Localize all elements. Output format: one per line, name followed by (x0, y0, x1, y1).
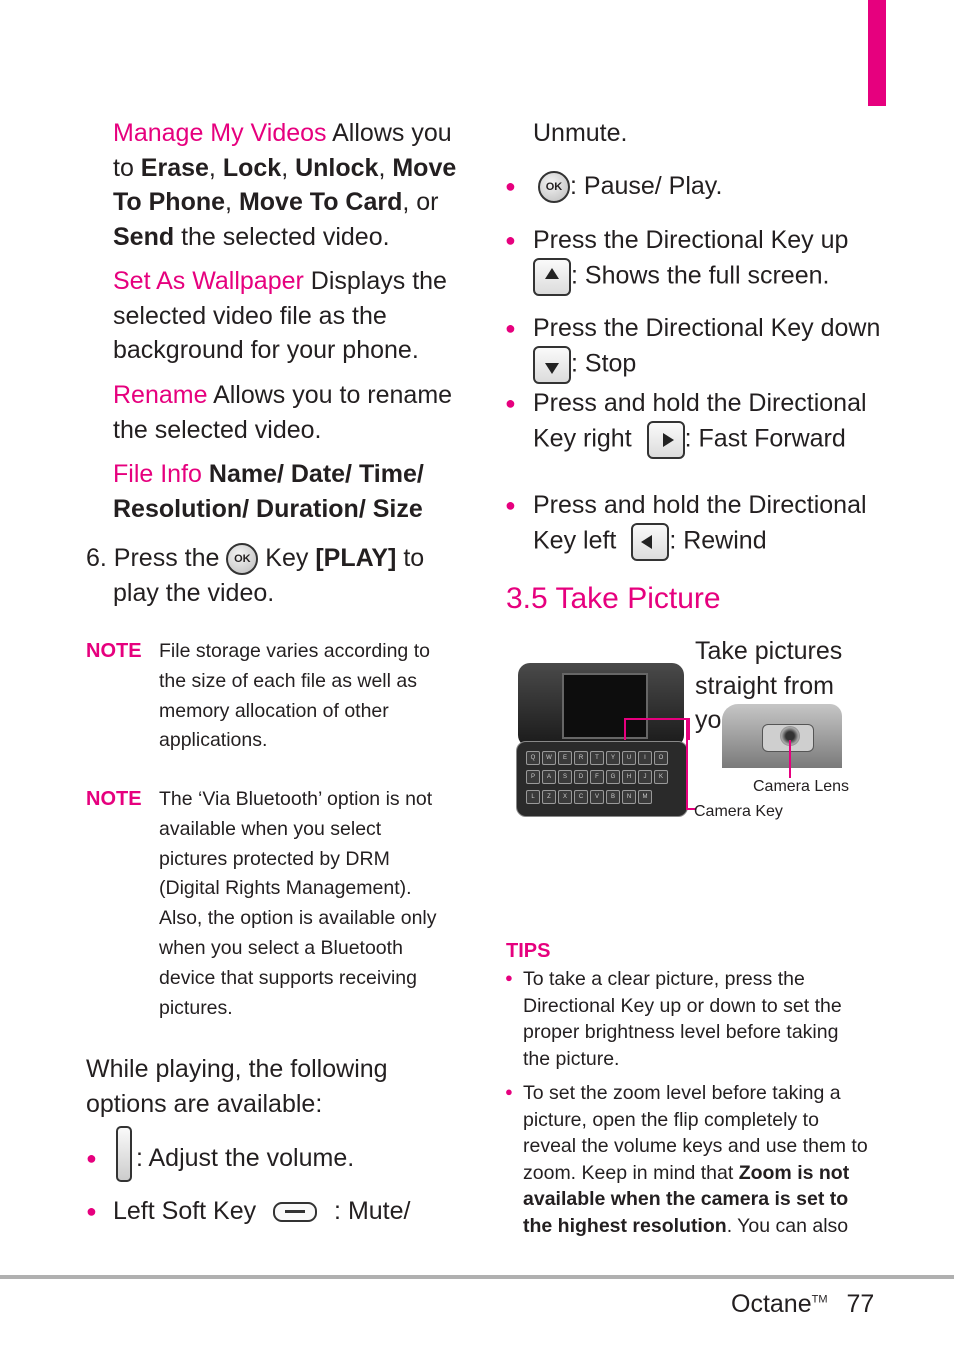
phone-key: T (590, 751, 604, 765)
phone-key: L (526, 790, 540, 804)
bullet-icon: ● (86, 1201, 97, 1221)
phone-key: N (622, 790, 636, 804)
camera-key-pointer-line (686, 718, 688, 810)
tip-2: To set the zoom level before taking a picture, open the flip completely to reveal the volume keys and use them to zoom. Keep in mind that Zoom is not available when the camera is set to the highest resolution. You can also (523, 1082, 868, 1237)
phone-key: B (606, 790, 620, 804)
phone-key: O (654, 751, 668, 765)
volume-option: : Adjust the volume. (136, 1144, 355, 1172)
note-1: File storage varies according to the size of each file as well as memory allocation of other applications. (159, 640, 430, 752)
phone-key: Y (606, 751, 620, 765)
footer-rule (0, 1275, 954, 1279)
camera-key-pointer (624, 718, 690, 740)
set-as-wallpaper-entry: Set As Wallpaper Displays the selected video file as the background for your phone. (113, 267, 447, 365)
phone-keyboard (526, 751, 676, 807)
step-6: 6. Press the OK Key [PLAY] to play the video. (86, 544, 425, 607)
phone-key: X (558, 790, 572, 804)
brand-name: Octane (731, 1290, 812, 1318)
page-number: 77 (846, 1290, 875, 1318)
manage-my-videos-entry: Manage My Videos Allows you to Erase, Lock, Unlock, Move To Phone, Move To Card, or Send the selected video. (113, 119, 457, 251)
section-heading: 3.5 Take Picture (506, 582, 721, 615)
phone-key: E (558, 751, 572, 765)
arrow-down-key-icon (533, 346, 571, 384)
key-down-option: Press the Directional Key down : Stop (533, 311, 933, 384)
bullet-icon: ● (505, 1084, 513, 1099)
ok-key-icon: OK (226, 543, 258, 575)
soft-key-icon (273, 1202, 317, 1222)
phone-key: M (638, 790, 652, 804)
phone-key: H (622, 770, 636, 784)
soft-key-option: Left Soft Key : Mute/ (113, 1197, 411, 1225)
phone-key: V (590, 790, 604, 804)
note-2: The ‘Via Bluetooth’ option is not available when you select pictures protected by DRM (Digital Rights Management). Also, the option is available only when you select a Bluetooth device that supports receiving pictures. (159, 788, 437, 1019)
trademark: TM (811, 1293, 828, 1306)
rename-entry: Rename Allows you to rename the selected video. (113, 381, 453, 444)
unmute-text: Unmute. (533, 119, 628, 147)
tips-label: TIPS (506, 940, 551, 962)
bullet-icon: ● (505, 393, 516, 413)
key-right-option: Press and hold the Directional Key right : Fast Forward (533, 386, 913, 459)
phone-key: F (590, 770, 604, 784)
phone-key: W (542, 751, 556, 765)
take-pictures-text: Take pictures straight from yo (695, 637, 843, 735)
arrow-left-key-icon (631, 523, 669, 561)
bullet-icon: ● (505, 176, 516, 196)
note-label-2: NOTE (86, 788, 142, 810)
volume-key-icon (116, 1126, 132, 1182)
phone-key: S (558, 770, 572, 784)
phone-key: Q (526, 751, 540, 765)
arrow-right-key-icon (647, 421, 685, 459)
camera-lens-label: Camera Lens (753, 778, 850, 795)
phone-key: R (574, 751, 588, 765)
bullet-icon: ● (505, 230, 516, 250)
phone-key: G (606, 770, 620, 784)
note-label-1: NOTE (86, 640, 142, 662)
phone-key: I (638, 751, 652, 765)
phone-key: P (526, 770, 540, 784)
bullet-icon: ● (505, 970, 513, 985)
file-info-entry: File Info Name/ Date/ Time/ Resolution/ Duration/ Size (113, 460, 424, 523)
pause-option: OK : Pause/ Play. (538, 169, 722, 204)
bullet-icon: ● (86, 1148, 97, 1168)
camera-closeup-image (722, 704, 842, 768)
phone-key: U (622, 751, 636, 765)
key-left-option: Press and hold the Directional Key left : Rewind (533, 488, 913, 561)
bullet-icon: ● (505, 318, 516, 338)
camera-lens-pointer (789, 740, 791, 778)
bullet-icon: ● (505, 495, 516, 515)
phone-key: J (638, 770, 652, 784)
camera-key-label: Camera Key (694, 803, 783, 820)
phone-key: K (654, 770, 668, 784)
while-playing-intro: While playing, the following options are available: (86, 1055, 388, 1118)
phone-key: D (574, 770, 588, 784)
arrow-up-key-icon (533, 258, 571, 296)
key-up-option: Press the Directional Key up : Shows the full screen. (533, 223, 913, 296)
phone-key: A (542, 770, 556, 784)
tip-1: To take a clear picture, press the Directional Key up or down to set the proper brightness level before taking the picture. (523, 968, 842, 1070)
phone-key: C (574, 790, 588, 804)
footer (700, 1290, 900, 1319)
phone-key: Z (542, 790, 556, 804)
ok-key-icon: OK (538, 171, 570, 203)
section-tab (868, 0, 886, 106)
